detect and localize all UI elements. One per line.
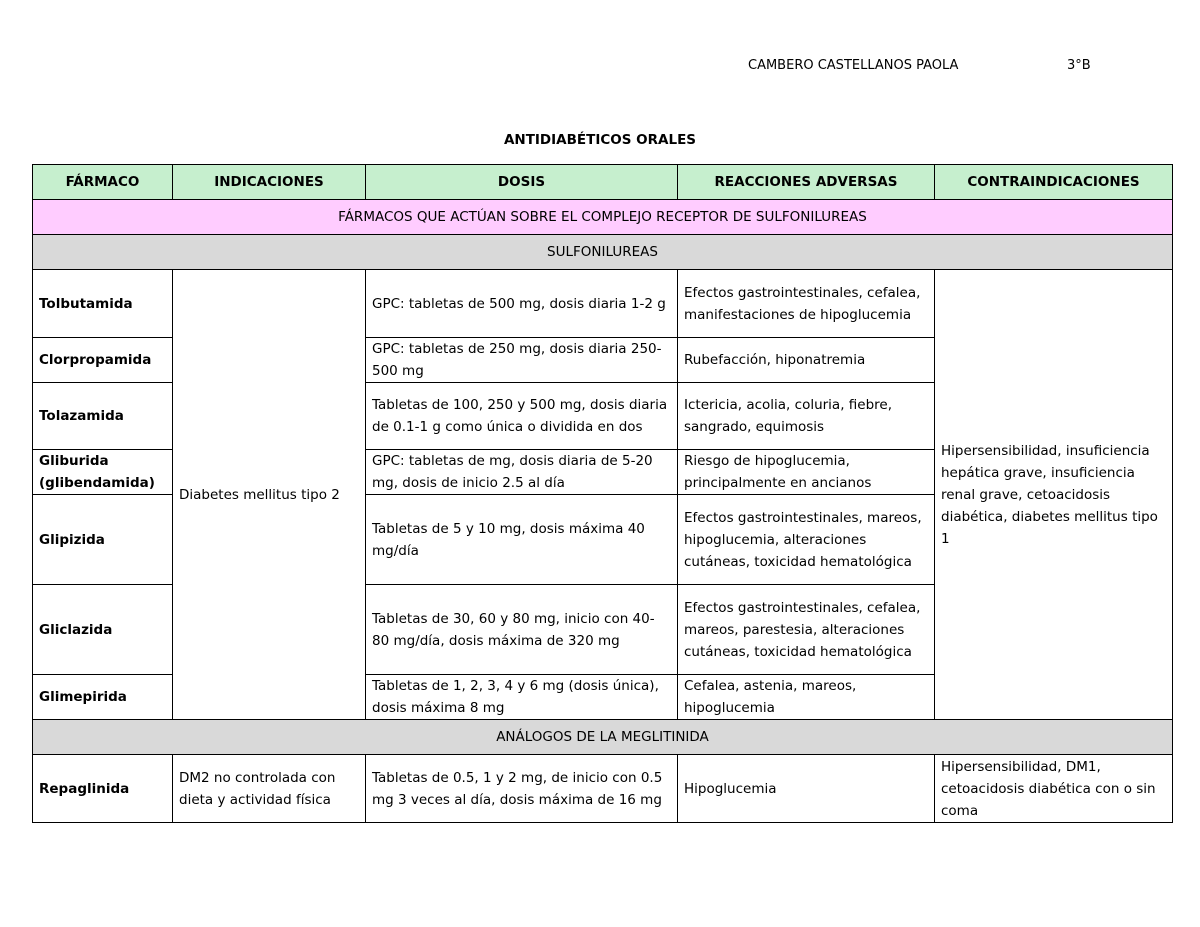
dose-cell: Tabletas de 30, 60 y 80 mg, inicio con 40-80 mg/día, dosis máxima de 320 mg <box>366 585 678 675</box>
section-title-sulfonylurea-receptor: FÁRMACOS QUE ACTÚAN SOBRE EL COMPLEJO RECEPTOR DE SULFONILUREAS <box>33 200 1173 235</box>
table-row <box>33 270 1173 338</box>
document-title: ANTIDIABÉTICOS ORALES <box>503 132 697 148</box>
dose-cell: Tabletas de 1, 2, 3, 4 y 6 mg (dosis única), dosis máxima 8 mg <box>366 675 678 720</box>
adverse-reactions-cell: Cefalea, astenia, mareos, hipoglucemia <box>678 675 935 720</box>
subsection-title-sulfonylureas: SULFONILUREAS <box>33 235 1173 270</box>
drug-name: Glimepirida <box>33 675 173 720</box>
dose-cell: GPC: tabletas de 250 mg, dosis diaria 250-500 mg <box>366 338 678 383</box>
table-header-row <box>33 165 1173 200</box>
contraindications-cell: Hipersensibilidad, insuficiencia hepática grave, insuficiencia renal grave, cetoacidosis diabética, diabetes mellitus tipo 1 <box>935 270 1173 720</box>
column-header-adverse-reactions: REACCIONES ADVERSAS <box>678 165 935 200</box>
adverse-reactions-cell: Hipoglucemia <box>678 755 935 823</box>
drug-name: Tolbutamida <box>33 270 173 338</box>
drug-name: Gliclazida <box>33 585 173 675</box>
dose-cell: Tabletas de 0.5, 1 y 2 mg, de inicio con 0.5 mg 3 veces al día, dosis máxima de 16 mg <box>366 755 678 823</box>
column-header-indications: INDICACIONES <box>173 165 366 200</box>
author-name: CAMBERO CASTELLANOS PAOLA <box>748 58 959 73</box>
column-header-contraindications: CONTRAINDICACIONES <box>935 165 1173 200</box>
adverse-reactions-cell: Efectos gastrointestinales, mareos, hipoglucemia, alteraciones cutáneas, toxicidad hematológica <box>678 495 935 585</box>
indication-cell: Diabetes mellitus tipo 2 <box>173 270 366 720</box>
column-header-dose: DOSIS <box>366 165 678 200</box>
adverse-reactions-cell: Riesgo de hipoglucemia, principalmente en ancianos <box>678 450 935 495</box>
indication-cell: DM2 no controlada con dieta y actividad física <box>173 755 366 823</box>
group-label: 3°B <box>1067 58 1091 73</box>
dose-cell: Tabletas de 5 y 10 mg, dosis máxima 40 mg/día <box>366 495 678 585</box>
drug-name: Glipizida <box>33 495 173 585</box>
subsection-title-meglitinides: ANÁLOGOS DE LA MEGLITINIDA <box>33 720 1173 755</box>
drug-name: Tolazamida <box>33 383 173 450</box>
section-row-meglitinides <box>33 720 1173 755</box>
antidiabetics-table <box>32 164 1173 823</box>
dose-cell: Tabletas de 100, 250 y 500 mg, dosis diaria de 0.1-1 g como única o dividida en dos <box>366 383 678 450</box>
drug-name: Gliburida (glibendamida) <box>33 450 173 495</box>
contraindications-cell: Hipersensibilidad, DM1, cetoacidosis diabética con o sin coma <box>935 755 1173 823</box>
adverse-reactions-cell: Rubefacción, hiponatremia <box>678 338 935 383</box>
drug-name: Clorpropamida <box>33 338 173 383</box>
table-row <box>33 755 1173 823</box>
dose-cell: GPC: tabletas de 500 mg, dosis diaria 1-2 g <box>366 270 678 338</box>
section-row-main <box>33 200 1173 235</box>
section-row-sulfonylureas <box>33 235 1173 270</box>
dose-cell: GPC: tabletas de mg, dosis diaria de 5-20 mg, dosis de inicio 2.5 al día <box>366 450 678 495</box>
adverse-reactions-cell: Efectos gastrointestinales, cefalea, manifestaciones de hipoglucemia <box>678 270 935 338</box>
adverse-reactions-cell: Efectos gastrointestinales, cefalea, mareos, parestesia, alteraciones cutáneas, toxicidad hematológica <box>678 585 935 675</box>
column-header-drug: FÁRMACO <box>33 165 173 200</box>
drug-name: Repaglinida <box>33 755 173 823</box>
adverse-reactions-cell: Ictericia, acolia, coluria, fiebre, sangrado, equimosis <box>678 383 935 450</box>
